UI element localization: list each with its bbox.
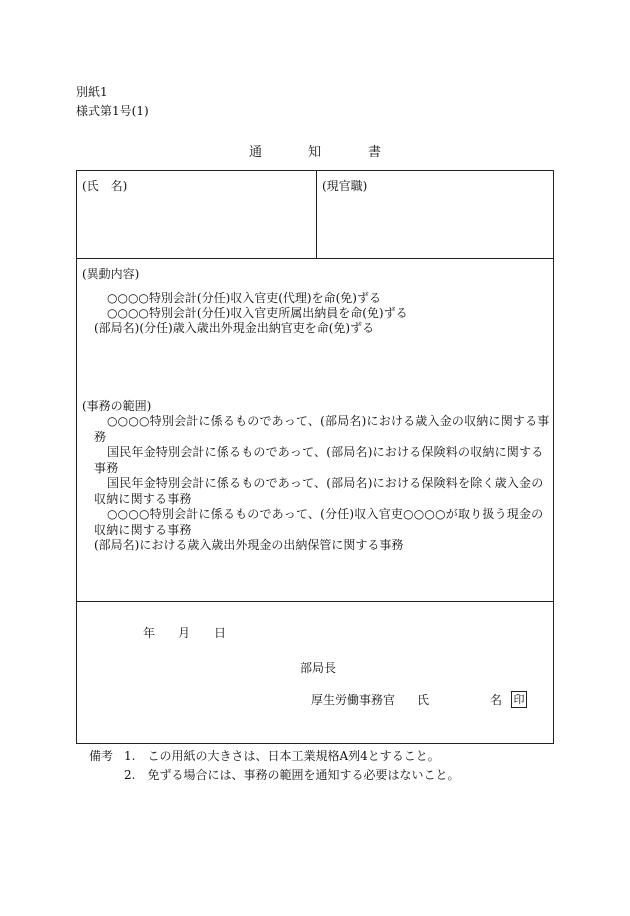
- scope-item: 国民年金特別会計に係るものであって、(部局名)における保険料の収納に関する事務: [94, 445, 544, 475]
- notes-label: 備考: [89, 749, 114, 763]
- note-item: 2. 免ずる場合には、事務の範囲を通知する必要はないこと。: [124, 768, 460, 782]
- change-line: (部局名)(分任)歳入歳出外現金出納官吏を命(免)ずる: [94, 321, 375, 335]
- scope-label: (事務の範囲): [82, 399, 152, 413]
- scope-item: ○○○○特別会計に係るものであって、(部局名)における歳入金の収納に関する事務: [94, 414, 550, 444]
- current-position-label: (現官職): [322, 179, 368, 193]
- date-year: 年: [143, 626, 156, 640]
- date-month: 月: [178, 626, 191, 640]
- scope-item: (部局名)における歳入歳出外現金の出納保管に関する事務: [94, 538, 404, 552]
- title-char: 書: [368, 145, 382, 160]
- change-label: (異動内容): [82, 267, 140, 281]
- change-line: ○○○○特別会計(分任)収入官吏所属出納員を命(免)ずる: [107, 306, 408, 320]
- row-divider: [76, 601, 554, 602]
- date-day: 日: [214, 626, 227, 640]
- name-shi: 氏: [417, 693, 430, 707]
- name-label: (氏 名): [82, 179, 128, 193]
- name-mei: 名: [490, 693, 503, 707]
- form-number: 様式第1号(1): [76, 104, 149, 118]
- column-divider: [316, 170, 317, 259]
- seal-stamp: 印: [511, 691, 527, 708]
- title-char: 知: [308, 145, 322, 160]
- scope-item: ○○○○特別会計に係るものであって、(分任)収入官吏○○○○が取り扱う現金の収納に関する事務: [94, 507, 544, 537]
- attachment-label: 別紙1: [76, 85, 108, 99]
- scope-item: 国民年金特別会計に係るものであって、(部局名)における保険料を除く歳入金の収納に関する事務: [94, 476, 544, 506]
- official-title: 厚生労働事務官: [311, 693, 396, 707]
- note-item: 1. この用紙の大きさは、日本工業規格A列4とすること。: [124, 749, 440, 763]
- title-char: 通: [249, 145, 263, 160]
- change-line: ○○○○特別会計(分任)収入官吏(代理)を命(免)ずる: [107, 291, 381, 305]
- dept-head: 部局長: [300, 661, 337, 675]
- row-divider: [76, 258, 554, 259]
